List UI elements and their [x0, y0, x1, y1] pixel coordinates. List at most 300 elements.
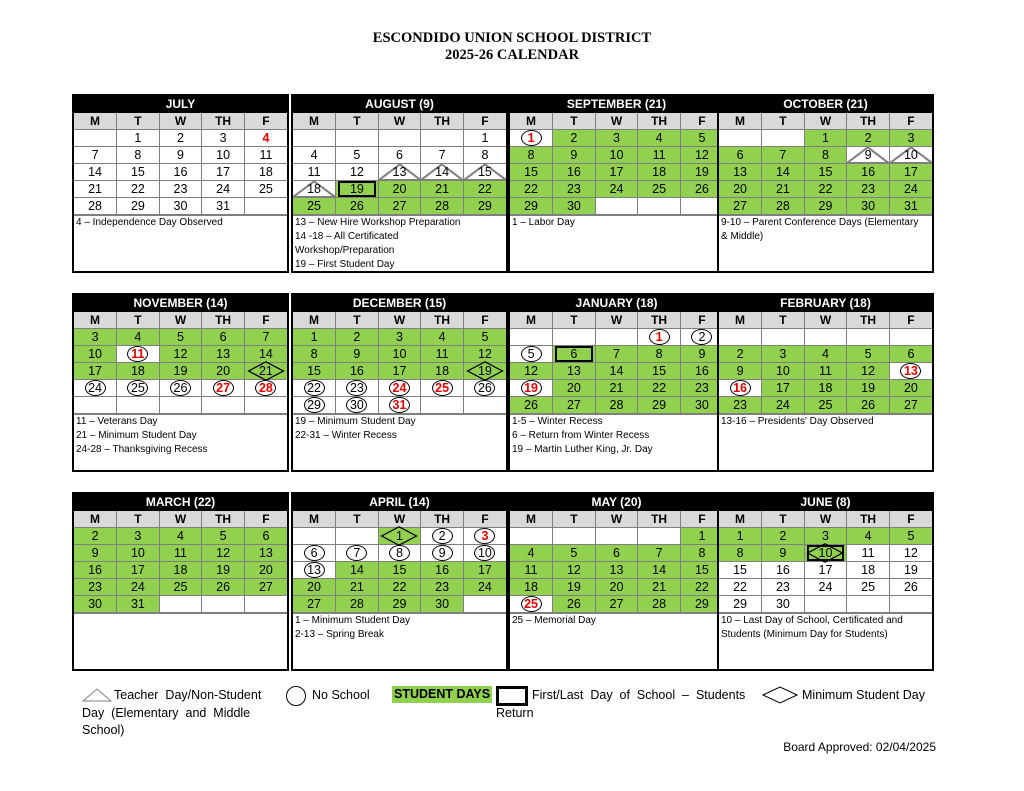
day-cell [804, 130, 847, 147]
day-cell [762, 562, 805, 579]
day-number: 18 [258, 165, 273, 179]
day-number: 25 [652, 182, 667, 196]
day-number: 4 [262, 131, 270, 145]
day-number: 17 [216, 165, 231, 179]
day-cell [244, 329, 287, 346]
day-number: 27 [307, 597, 321, 611]
day-cell [889, 579, 932, 596]
day-cell [889, 596, 932, 613]
day-cell [463, 164, 506, 181]
day-cell [159, 363, 202, 380]
day-cell [553, 579, 596, 596]
day-cell [553, 329, 596, 346]
day-cell [74, 363, 117, 380]
month-title: DECEMBER (15) [293, 295, 506, 312]
weekday-header: W [378, 312, 421, 329]
day-number: 1 [527, 131, 535, 145]
day-cell [293, 181, 336, 198]
legend-teacher-day-text2: Day (Elementary and Middle [82, 706, 251, 720]
day-cell [378, 380, 421, 397]
day-cell [638, 181, 681, 198]
day-cell [510, 181, 553, 198]
legend-teacher-day-text3: School) [82, 723, 125, 737]
day-number: 13 [216, 347, 231, 361]
day-number: 20 [216, 364, 231, 378]
day-number: 1 [655, 330, 663, 344]
day-number: 24 [477, 580, 492, 594]
day-number: 27 [566, 398, 581, 412]
day-cell [244, 562, 287, 579]
legend-teacher-day-text1: Teacher Day/Non-Student [114, 688, 262, 702]
day-cell [510, 579, 553, 596]
weekday-header: W [159, 511, 202, 528]
day-cell [293, 545, 336, 562]
day-number: 11 [173, 546, 187, 560]
weekday-header: W [378, 511, 421, 528]
day-cell [463, 397, 506, 414]
day-number: 10 [130, 546, 145, 560]
day-cell [847, 198, 890, 215]
note-line: Students (Minimum Day for Students) [721, 629, 888, 640]
day-number: 29 [818, 199, 833, 213]
day-cell [463, 545, 506, 562]
month-title: AUGUST (9) [293, 96, 506, 113]
month-table [74, 113, 287, 215]
month-title: FEBRUARY (18) [719, 295, 932, 312]
day-number: 28 [349, 597, 364, 611]
day-number: 21 [652, 580, 667, 594]
day-cell [117, 596, 160, 613]
day-cell [719, 147, 762, 164]
day-cell [553, 130, 596, 147]
day-number: 16 [435, 563, 450, 577]
day-cell [847, 596, 890, 613]
day-cell [463, 130, 506, 147]
day-number: 14 [258, 347, 273, 361]
day-number: 22 [392, 580, 407, 594]
day-cell [847, 579, 890, 596]
month-notes [510, 613, 723, 669]
day-cell [889, 363, 932, 380]
legend-minimum-day-text: Minimum Student Day [802, 688, 925, 702]
day-cell [719, 130, 762, 147]
day-number: 8 [527, 148, 535, 162]
day-number: 3 [91, 330, 99, 344]
note-line: 10 – Last Day of School, Certificated and [721, 615, 903, 626]
month-title: JUNE (8) [719, 494, 932, 511]
weekday-header: TH [421, 511, 464, 528]
day-number: 21 [609, 381, 624, 395]
day-number: 12 [524, 364, 538, 378]
day-number: 25 [173, 580, 188, 594]
day-number: 18 [173, 563, 188, 577]
day-number: 3 [613, 131, 620, 145]
day-number: 26 [861, 398, 876, 412]
day-number: 16 [694, 364, 709, 378]
weekday-header: M [510, 312, 553, 329]
day-number: 7 [438, 148, 446, 162]
day-cell [638, 528, 681, 545]
day-number: 20 [566, 381, 581, 395]
weekday-header: F [463, 511, 506, 528]
month-title: NOVEMBER (14) [74, 295, 287, 312]
day-cell [847, 130, 890, 147]
day-cell [378, 164, 421, 181]
day-cell [336, 380, 379, 397]
day-number: 9 [736, 364, 744, 378]
month-4 [717, 94, 934, 273]
day-number: 10 [216, 148, 231, 162]
day-cell [463, 181, 506, 198]
day-cell [378, 545, 421, 562]
day-number: 16 [88, 563, 102, 577]
day-cell [847, 181, 890, 198]
day-number: 15 [307, 364, 321, 378]
month-table [510, 511, 723, 613]
day-cell [202, 198, 245, 215]
weekday-header: M [293, 511, 336, 528]
day-number: 9 [353, 347, 361, 361]
day-cell [510, 545, 553, 562]
day-number: 6 [736, 148, 744, 162]
day-cell [719, 181, 762, 198]
month-5 [72, 293, 289, 472]
day-cell [804, 579, 847, 596]
month-table [293, 511, 506, 613]
day-number: 30 [861, 199, 876, 213]
day-number: 7 [262, 330, 270, 344]
month-notes [719, 414, 932, 470]
day-number: 26 [216, 580, 231, 594]
day-number: 7 [779, 148, 787, 162]
day-cell [244, 198, 287, 215]
month-table [293, 312, 506, 414]
note-line: Workshop/Preparation [295, 245, 395, 256]
day-number: 7 [655, 546, 663, 560]
day-cell [74, 579, 117, 596]
day-cell [847, 380, 890, 397]
day-number: 15 [477, 165, 492, 179]
day-cell [595, 346, 638, 363]
day-number: 12 [216, 546, 231, 560]
day-cell [553, 346, 596, 363]
day-number: 25 [258, 182, 273, 196]
day-cell [847, 545, 890, 562]
day-number: 15 [130, 165, 145, 179]
day-cell [719, 562, 762, 579]
note-line: 25 – Memorial Day [512, 615, 596, 626]
day-cell [804, 198, 847, 215]
day-cell [202, 562, 245, 579]
day-number: 13 [258, 546, 273, 560]
weekday-header: F [889, 113, 932, 130]
day-number: 4 [655, 131, 663, 145]
day-cell [595, 164, 638, 181]
day-cell [159, 147, 202, 164]
day-number: 23 [173, 182, 188, 196]
day-number: 28 [775, 199, 790, 213]
weekday-header: T [553, 312, 596, 329]
day-cell [889, 346, 932, 363]
day-cell [159, 346, 202, 363]
day-number: 16 [173, 165, 188, 179]
day-cell [74, 562, 117, 579]
day-number: 13 [733, 165, 747, 179]
day-number: 11 [524, 563, 538, 577]
day-cell [510, 164, 553, 181]
day-number: 22 [477, 182, 492, 196]
day-number: 23 [566, 182, 581, 196]
day-number: 27 [903, 398, 918, 412]
day-number: 17 [130, 563, 145, 577]
day-cell [117, 164, 160, 181]
day-cell [889, 397, 932, 414]
day-number: 19 [566, 580, 581, 594]
weekday-header: TH [638, 511, 681, 528]
month-title: MARCH (22) [74, 494, 287, 511]
day-cell [553, 380, 596, 397]
day-number: 24 [130, 580, 145, 594]
day-cell [336, 329, 379, 346]
day-cell [336, 397, 379, 414]
day-number: 3 [134, 529, 142, 543]
month-11 [508, 492, 725, 671]
weekday-header: M [74, 511, 117, 528]
day-number: 22 [524, 182, 538, 196]
day-number: 24 [818, 580, 833, 594]
day-cell [889, 130, 932, 147]
day-cell [847, 562, 890, 579]
day-cell [804, 346, 847, 363]
day-cell [244, 596, 287, 613]
day-cell [74, 545, 117, 562]
day-number: 8 [822, 148, 829, 162]
weekday-header: W [595, 511, 638, 528]
note-line: 14 -18 – All Certificated [295, 231, 399, 242]
day-cell [889, 329, 932, 346]
day-cell [595, 545, 638, 562]
day-number: 13 [903, 364, 918, 378]
day-cell [719, 164, 762, 181]
day-cell [293, 164, 336, 181]
weekday-header: T [762, 113, 805, 130]
day-cell [244, 528, 287, 545]
day-number: 8 [481, 148, 489, 162]
day-number: 24 [609, 182, 624, 196]
day-cell [159, 329, 202, 346]
note-line: 9-10 – Parent Conference Days (Elementary [721, 217, 919, 228]
day-number: 23 [733, 398, 747, 412]
note-line: 11 – Veterans Day [76, 416, 158, 427]
day-cell [244, 579, 287, 596]
day-cell [159, 562, 202, 579]
day-cell [804, 545, 847, 562]
month-7 [508, 293, 725, 472]
day-number: 4 [822, 347, 829, 361]
note-line: 22-31 – Winter Recess [295, 430, 397, 441]
day-number: 19 [216, 563, 231, 577]
weekday-header: W [378, 113, 421, 130]
day-cell [719, 363, 762, 380]
day-number: 2 [864, 131, 872, 145]
weekday-header: T [117, 312, 160, 329]
weekday-header: T [336, 312, 379, 329]
day-number: 29 [130, 199, 145, 213]
day-number: 18 [307, 182, 321, 196]
day-number: 14 [652, 563, 667, 577]
day-number: 11 [131, 347, 145, 361]
day-cell [638, 562, 681, 579]
day-cell [804, 562, 847, 579]
day-number: 12 [694, 148, 709, 162]
day-cell [804, 596, 847, 613]
day-cell [117, 579, 160, 596]
day-number: 5 [177, 330, 184, 344]
day-cell [421, 528, 464, 545]
day-number: 26 [903, 580, 918, 594]
month-10 [291, 492, 508, 671]
day-cell [510, 130, 553, 147]
day-number: 6 [219, 330, 227, 344]
day-number: 6 [613, 546, 620, 560]
day-number: 31 [903, 199, 918, 213]
circle-icon [286, 686, 306, 706]
day-number: 29 [733, 597, 747, 611]
day-number: 16 [861, 165, 876, 179]
day-number: 24 [903, 182, 918, 196]
weekday-header: T [336, 511, 379, 528]
note-line: 1 – Labor Day [512, 217, 575, 228]
day-number: 2 [91, 529, 99, 543]
day-number: 19 [173, 364, 188, 378]
day-number: 5 [219, 529, 227, 543]
day-cell [463, 198, 506, 215]
month-6 [291, 293, 508, 472]
day-number: 19 [477, 364, 492, 378]
day-cell [638, 596, 681, 613]
day-cell [244, 346, 287, 363]
day-cell [74, 198, 117, 215]
day-number: 14 [88, 165, 102, 179]
day-number: 27 [609, 597, 624, 611]
month-notes [719, 215, 932, 271]
day-number: 29 [694, 597, 709, 611]
day-cell [463, 363, 506, 380]
month-table [719, 511, 932, 613]
day-number: 8 [396, 546, 403, 560]
day-cell [510, 562, 553, 579]
day-cell [595, 329, 638, 346]
day-cell [463, 147, 506, 164]
day-number: 25 [524, 597, 538, 611]
day-number: 31 [216, 199, 231, 213]
day-number: 19 [694, 165, 709, 179]
day-number: 15 [733, 563, 747, 577]
weekday-header: M [719, 511, 762, 528]
day-number: 7 [353, 546, 361, 560]
day-number: 26 [524, 398, 538, 412]
day-number: 9 [177, 148, 184, 162]
day-number: 17 [903, 165, 918, 179]
weekday-header: TH [421, 312, 464, 329]
day-number: 27 [216, 381, 231, 395]
day-cell [421, 329, 464, 346]
day-cell [553, 397, 596, 414]
weekday-header: T [762, 511, 805, 528]
note-line: 13-16 – Presidents' Day Observed [721, 416, 874, 427]
day-number: 29 [524, 199, 538, 213]
day-number: 28 [435, 199, 450, 213]
day-cell [336, 164, 379, 181]
day-number: 19 [349, 182, 364, 196]
day-cell [847, 164, 890, 181]
day-cell [762, 329, 805, 346]
day-number: 4 [527, 546, 535, 560]
day-number: 21 [435, 182, 450, 196]
day-cell [463, 329, 506, 346]
day-cell [804, 380, 847, 397]
day-number: 4 [134, 330, 142, 344]
day-cell [510, 528, 553, 545]
note-line: 21 – Minimum Student Day [76, 430, 197, 441]
day-cell [74, 380, 117, 397]
day-cell [762, 346, 805, 363]
month-table [74, 312, 287, 414]
day-cell [378, 198, 421, 215]
month-title: JULY [74, 96, 287, 113]
day-number: 8 [134, 148, 142, 162]
day-cell [293, 198, 336, 215]
day-number: 10 [477, 546, 492, 560]
day-number: 24 [216, 182, 231, 196]
day-cell [762, 181, 805, 198]
day-number: 30 [775, 597, 790, 611]
note-line: 4 – Independence Day Observed [76, 217, 223, 228]
day-cell [293, 363, 336, 380]
note-line: 19 – Minimum Student Day [295, 416, 416, 427]
day-number: 15 [652, 364, 667, 378]
day-number: 2 [438, 529, 446, 543]
day-number: 20 [392, 182, 407, 196]
day-cell [638, 545, 681, 562]
day-cell [463, 528, 506, 545]
day-cell [202, 545, 245, 562]
day-number: 1 [396, 529, 403, 543]
day-number: 30 [349, 398, 364, 412]
day-number: 8 [655, 347, 663, 361]
day-number: 6 [570, 347, 578, 361]
month-9 [72, 492, 289, 671]
weekday-header: TH [847, 511, 890, 528]
day-number: 3 [907, 131, 915, 145]
day-cell [421, 562, 464, 579]
day-cell [244, 164, 287, 181]
day-cell [595, 147, 638, 164]
day-number: 7 [91, 148, 99, 162]
weekday-header: F [244, 312, 287, 329]
day-number: 9 [864, 148, 872, 162]
day-cell [336, 198, 379, 215]
day-cell [762, 545, 805, 562]
day-cell [421, 181, 464, 198]
day-cell [553, 363, 596, 380]
weekday-header: TH [202, 113, 245, 130]
day-cell [847, 363, 890, 380]
month-table [510, 113, 723, 215]
day-number: 17 [392, 364, 407, 378]
day-number: 9 [438, 546, 446, 560]
day-cell [74, 181, 117, 198]
